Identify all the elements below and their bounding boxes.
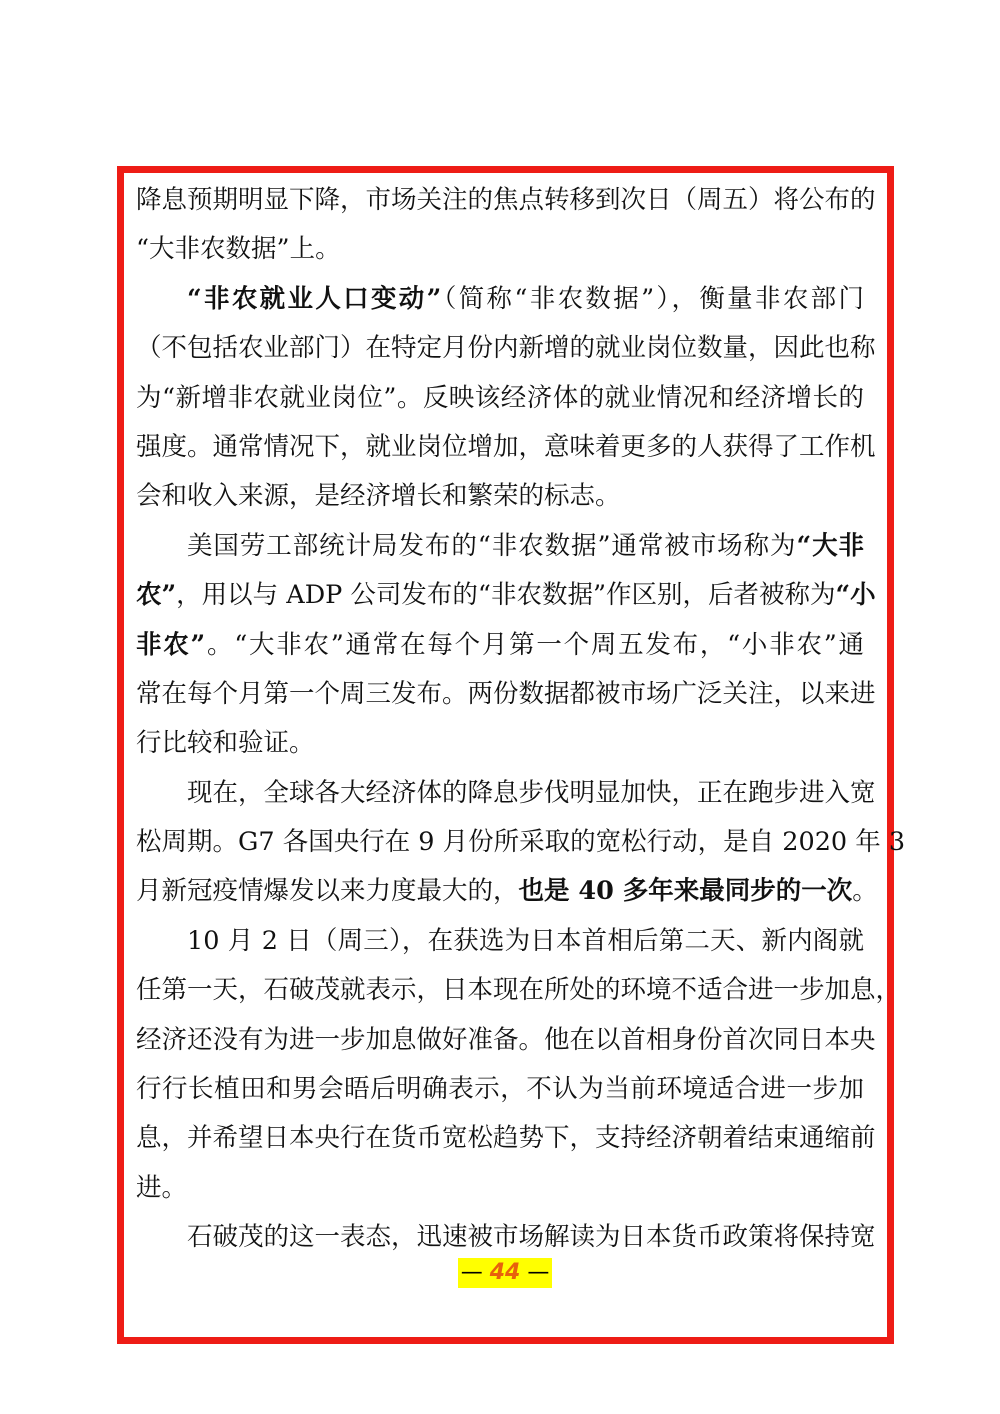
text-line [136,670,876,719]
bold-term: 农” [136,580,177,611]
bold-term: “大非 [796,530,865,561]
paragraph-first-line [136,275,864,324]
text-segment: 行行长植田和男会晤后明确表示，不认为当前环境适合进一步加 [136,1074,864,1105]
text-line [136,571,876,620]
text-segment: 常在每个月第一个周三发布。两份数据都被市场广泛关注，以来进 [136,678,876,709]
text-line [136,867,878,916]
text-line [136,324,876,373]
page-number-value: 44 [489,1260,521,1285]
text-segment: （简称“非农数据”），衡量非农部门 [441,283,864,314]
page-number-right-dash: — [527,1260,550,1285]
text-segment: 美国劳工部统计局发布的“非农数据”通常被市场称为 [187,530,797,561]
text-segment: 10 月 2 日（周三），在获选为日本首相后第二天、新内阁就 [187,925,864,956]
text-segment: ，用以与 ADP 公司发布的“非农数据”作区别，后者被称为 [176,580,836,611]
text-segment: 任第一天，石破茂就表示，日本现在所处的环境不适合进一步加息， [136,975,902,1006]
text-segment: 。 [852,876,878,907]
text-line [136,621,864,670]
page-number-left-dash: — [460,1260,483,1285]
text-line [136,374,864,423]
bold-term: 非农” [136,629,206,660]
text-segment: 会和收入来源，是经济增长和繁荣的标志。 [136,481,621,512]
text-segment: “大非农数据”上。 [136,234,341,265]
text-segment: 现在，全球各大经济体的降息步伐明显加快，正在跑步进入宽 [187,777,876,808]
text-line [136,966,902,1015]
text-line [136,423,876,472]
text-segment: 强度。通常情况下，就业岗位增加，意味着更多的人获得了工作机 [136,431,876,462]
text-line [136,472,864,521]
text-line [136,1016,876,1065]
text-line [136,176,876,225]
text-segment: 松周期。G7 各国央行在 9 月份所采取的宽松行动，是自 2020 年 3 [136,827,906,858]
paragraph-first-line [136,769,876,818]
text-segment: 进。 [136,1172,188,1203]
text-segment: 月新冠疫情爆发以来力度最大的， [136,876,519,907]
text-segment: （不包括农业部门）在特定月份内新增的就业岗位数量，因此也称 [136,333,876,364]
bold-term: “小 [835,580,876,611]
text-segment: 。“大非农”通常在每个月第一个周五发布，“小非农”通 [205,629,864,660]
text-segment: 石破茂的这一表态，迅速被市场解读为日本货币政策将保持宽 [187,1222,876,1253]
text-line [136,1114,876,1163]
bold-term: “非农就业人口变动” [187,283,442,314]
paragraph-first-line [136,917,864,966]
text-line [136,225,864,274]
text-line [136,1065,864,1114]
paragraph-first-line [136,522,864,571]
page-number [458,1258,552,1288]
document-body [136,176,906,1263]
bold-term: 也是 40 多年来最同步的一次 [518,876,853,907]
text-segment: 行比较和验证。 [136,728,315,759]
paragraph-first-line [136,1213,876,1262]
text-segment: 降息预期明显下降，市场关注的焦点转移到次日（周五）将公布的 [136,185,876,215]
text-line [136,1164,864,1213]
text-line [136,719,864,768]
text-segment: 息，并希望日本央行在货币宽松趋势下，支持经济朝着结束通缩前 [136,1123,876,1154]
text-segment: 经济还没有为进一步加息做好准备。他在以首相身份首次同日本央 [136,1024,876,1055]
text-segment: 为“新增非农就业岗位”。反映该经济体的就业情况和经济增长的 [136,382,864,413]
text-line [136,818,906,867]
